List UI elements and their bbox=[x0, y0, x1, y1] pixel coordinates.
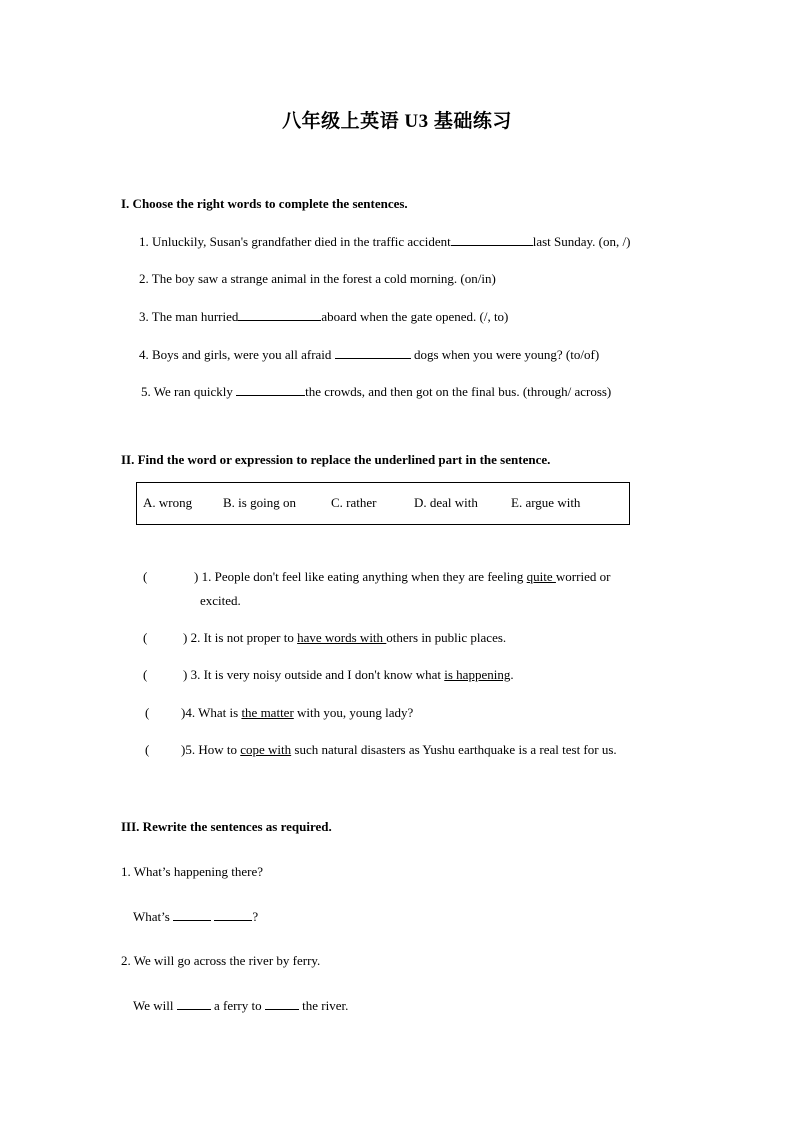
section-3-heading: III. Rewrite the sentences as required. bbox=[121, 819, 332, 834]
s3-question-1: 1. What’s happening there? bbox=[121, 864, 263, 879]
s1-item-5 bbox=[141, 383, 611, 400]
blank bbox=[335, 346, 411, 359]
blank bbox=[238, 308, 321, 321]
option-e: E. argue with bbox=[511, 495, 581, 510]
option-c: C. rather bbox=[331, 495, 377, 510]
s2-item-3-underlined: is happening bbox=[444, 667, 511, 682]
page-title: 八年级上英语 U3 基础练习 bbox=[282, 111, 512, 132]
s1-item-2: 2. The boy saw a strange animal in the forest a cold morning. (on/in) bbox=[139, 271, 496, 286]
option-a: A. wrong bbox=[143, 495, 193, 510]
section-1-heading: I. Choose the right words to complete the sentences. bbox=[121, 196, 408, 211]
answer-paren-open: ( bbox=[143, 667, 148, 682]
s3-answer-1 bbox=[133, 908, 258, 925]
s2-item-4-text: 4. What is bbox=[185, 705, 242, 720]
answer-paren-open: ( bbox=[145, 742, 150, 757]
s2-item-2 bbox=[183, 630, 506, 646]
s1-item-5-before: 5. We ran quickly bbox=[141, 384, 237, 399]
answer-paren-close: ) bbox=[181, 742, 186, 757]
answer-paren-close: ) bbox=[183, 630, 188, 645]
s1-item-1 bbox=[139, 233, 630, 250]
s3-answer-2-mid: a ferry to bbox=[213, 998, 262, 1013]
s2-item-5 bbox=[181, 742, 617, 758]
option-d: D. deal with bbox=[414, 495, 478, 510]
answer-paren-close: ) bbox=[181, 705, 186, 720]
blank bbox=[177, 997, 211, 1010]
s2-item-1-after: worried or bbox=[555, 569, 611, 584]
s2-item-1-line2: excited. bbox=[200, 593, 241, 608]
s3-answer-1-after: ? bbox=[252, 909, 259, 924]
blank bbox=[173, 908, 211, 921]
s2-item-4-underlined: the matter bbox=[241, 705, 294, 720]
answer-paren-close: ) bbox=[183, 667, 188, 682]
s2-item-3-after: . bbox=[510, 667, 514, 682]
s3-question-2: 2. We will go across the river by ferry. bbox=[121, 953, 321, 968]
option-b: B. is going on bbox=[223, 495, 296, 510]
s2-item-2-text: 2. It is not proper to bbox=[190, 630, 298, 645]
s2-item-5-after: such natural disasters as Yushu earthquake is a real test for us. bbox=[291, 742, 617, 757]
s2-item-3 bbox=[183, 667, 514, 683]
s2-item-2-underlined: have words with bbox=[297, 630, 387, 645]
options-box bbox=[136, 482, 630, 525]
s2-item-5-text: 5. How to bbox=[185, 742, 241, 757]
s1-item-3-after: aboard when the gate opened. (/, to) bbox=[321, 309, 509, 324]
s2-item-4-after: with you, young lady? bbox=[293, 705, 414, 720]
s3-answer-2-before: We will bbox=[133, 998, 174, 1013]
blank bbox=[265, 997, 299, 1010]
answer-paren-open: ( bbox=[143, 569, 148, 584]
s2-item-3-text: 3. It is very noisy outside and I don't know what bbox=[190, 667, 445, 682]
s1-item-4-after: dogs when you were young? (to/of) bbox=[410, 347, 600, 362]
section-2-heading: II. Find the word or expression to replace the underlined part in the sentence. bbox=[121, 452, 551, 467]
s3-answer-1-before: What’s bbox=[133, 909, 170, 924]
s1-item-3-before: 3. The man hurried bbox=[139, 309, 239, 324]
s3-answer-2-after: the river. bbox=[302, 998, 349, 1013]
blank bbox=[236, 383, 305, 396]
answer-paren-close: ) bbox=[194, 569, 199, 584]
s1-item-4 bbox=[139, 346, 599, 363]
s2-item-2-after: others in public places. bbox=[386, 630, 507, 645]
s2-item-1 bbox=[194, 569, 674, 585]
s1-item-1-after: last Sunday. (on, /) bbox=[532, 234, 631, 249]
blank bbox=[214, 908, 252, 921]
s3-answer-2 bbox=[133, 997, 348, 1014]
blank bbox=[451, 233, 533, 246]
s1-item-1-before: 1. Unluckily, Susan's grandfather died in the traffic accident bbox=[139, 234, 451, 249]
answer-paren-open: ( bbox=[143, 630, 148, 645]
s1-item-4-before: 4. Boys and girls, were you all afraid bbox=[139, 347, 335, 362]
answer-paren-open: ( bbox=[145, 705, 150, 720]
s1-item-3 bbox=[139, 308, 508, 325]
s2-item-5-underlined: cope with bbox=[240, 742, 292, 757]
s2-item-1-underlined: quite bbox=[526, 569, 556, 584]
s1-item-5-after: the crowds, and then got on the final bus. (through/ across) bbox=[305, 384, 612, 399]
s2-item-4 bbox=[181, 705, 413, 721]
s2-item-1-text: 1. People don't feel like eating anything when they are feeling bbox=[201, 569, 527, 584]
